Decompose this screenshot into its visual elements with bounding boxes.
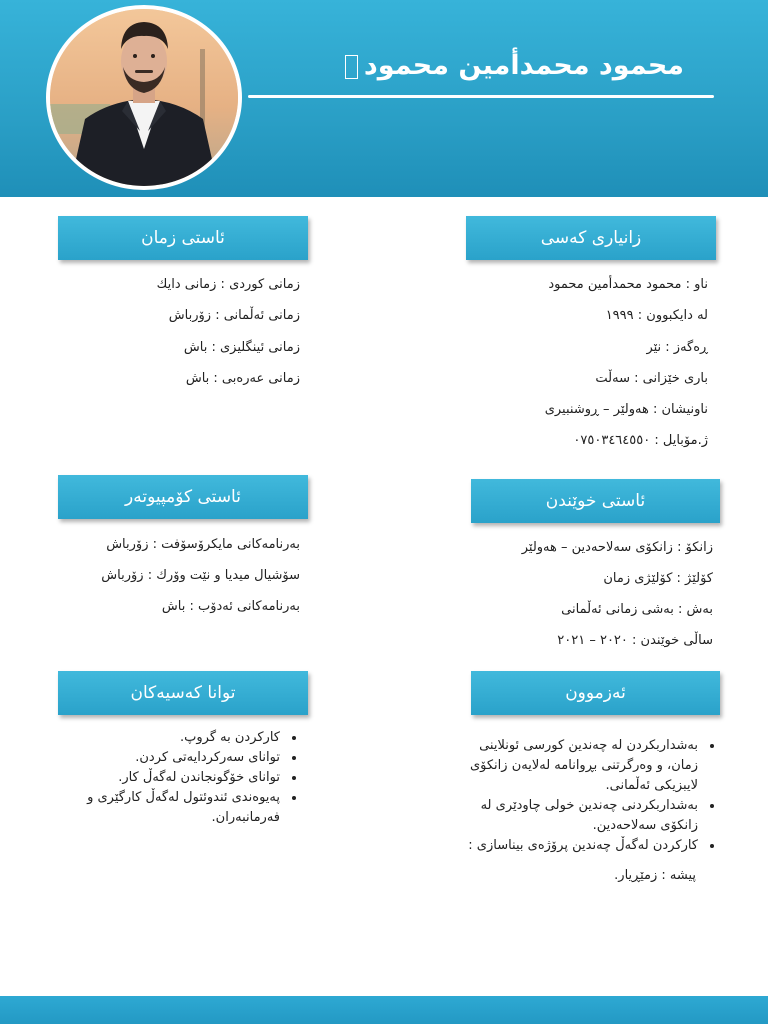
section-header-personal: زانیاری کەسی (466, 216, 716, 260)
list-item: • پەیوەندی ئندوئتول لەگەڵ کارگێری و فەرمانبەران. (72, 788, 282, 828)
list-item: • بەشداربکردنی چەندین خولی چاودێری لە زانکۆی سەلاحەدین. (448, 796, 700, 836)
computer-microsoft: بەرنامەکانی مایکرۆسۆفت : زۆرباش (106, 537, 300, 552)
computer-social-media: سۆشیال میدیا و نێت وۆرك : زۆرباش (101, 568, 300, 583)
list-item: • کارکردن بە گروپ. (72, 728, 282, 748)
personal-marital: باری خێزانی : سەڵت (595, 371, 708, 386)
education-year: ساڵی خوێندن : ٢٠٢٠ – ٢٠٢١ (557, 633, 713, 648)
list-item: • کارکردن لەگەڵ چەندین پرۆژەی بیناسازی : (448, 836, 700, 856)
skills-list (72, 728, 304, 828)
profile-portrait (50, 9, 238, 186)
header-underline (248, 95, 714, 98)
list-item: • توانای خۆگونجاندن لەگەڵ کار. (72, 768, 282, 788)
footer-bar (0, 996, 768, 1024)
list-item: • توانای سەرکردایەتی کردن. (72, 748, 282, 768)
list-item: • بەشداربکردن لە چەندین کورسی ئونلاینی زمان، و وەرگرتنی بڕوانامە لەلایەن زانکۆی لایبزیکی ئەڵمانی. (448, 736, 700, 796)
computer-adobe: بەرنامەکانی ئەدۆب : باش (161, 599, 300, 614)
education-university: زانکۆ : زانکۆی سەلاحەدین – هەولێر (521, 540, 713, 555)
personal-name: ناو : محمود محمدأمين محمود (548, 277, 708, 292)
section-header-language: ئاستی زمان (58, 216, 308, 260)
language-arabic: زمانی عەرەبی : باش (185, 371, 300, 386)
language-english: زمانی ئینگلیزی : باش (183, 340, 300, 355)
name-mark-icon (345, 55, 358, 79)
personal-mobile: ژ.مۆبایل : ٠٧٥٠٣٤٦٤٥٥٠ (573, 433, 708, 448)
personal-birth: لە دایکبوون : ١٩٩٩ (605, 308, 708, 323)
section-header-experience: ئەزموون (471, 671, 720, 715)
education-college: کۆلێژ : کۆلێژی زمان (603, 571, 713, 586)
experience-list (448, 736, 722, 856)
personal-address: ناونیشان : هەولێر – ڕوشنبیری (544, 402, 708, 417)
language-german: زمانی ئەڵمانی : زۆرباش (168, 308, 300, 323)
full-name-title: محمود محمدأمين محمود (345, 50, 684, 81)
section-header-education: ئاستی خوێندن (471, 479, 720, 523)
section-header-computer: ئاستی کۆمپیوتەر (58, 475, 308, 519)
profile-photo (46, 5, 242, 190)
experience-job-note: پیشە : زمێڕیار. (614, 868, 696, 883)
language-kurdish: زمانی کوردی : زمانی دایك (156, 277, 300, 292)
education-department: بەش : بەشی زمانی ئەڵمانی (561, 602, 713, 617)
personal-gender: ڕەگەز : نێر (646, 340, 708, 355)
section-header-skills: توانا کەسیەکان (58, 671, 308, 715)
